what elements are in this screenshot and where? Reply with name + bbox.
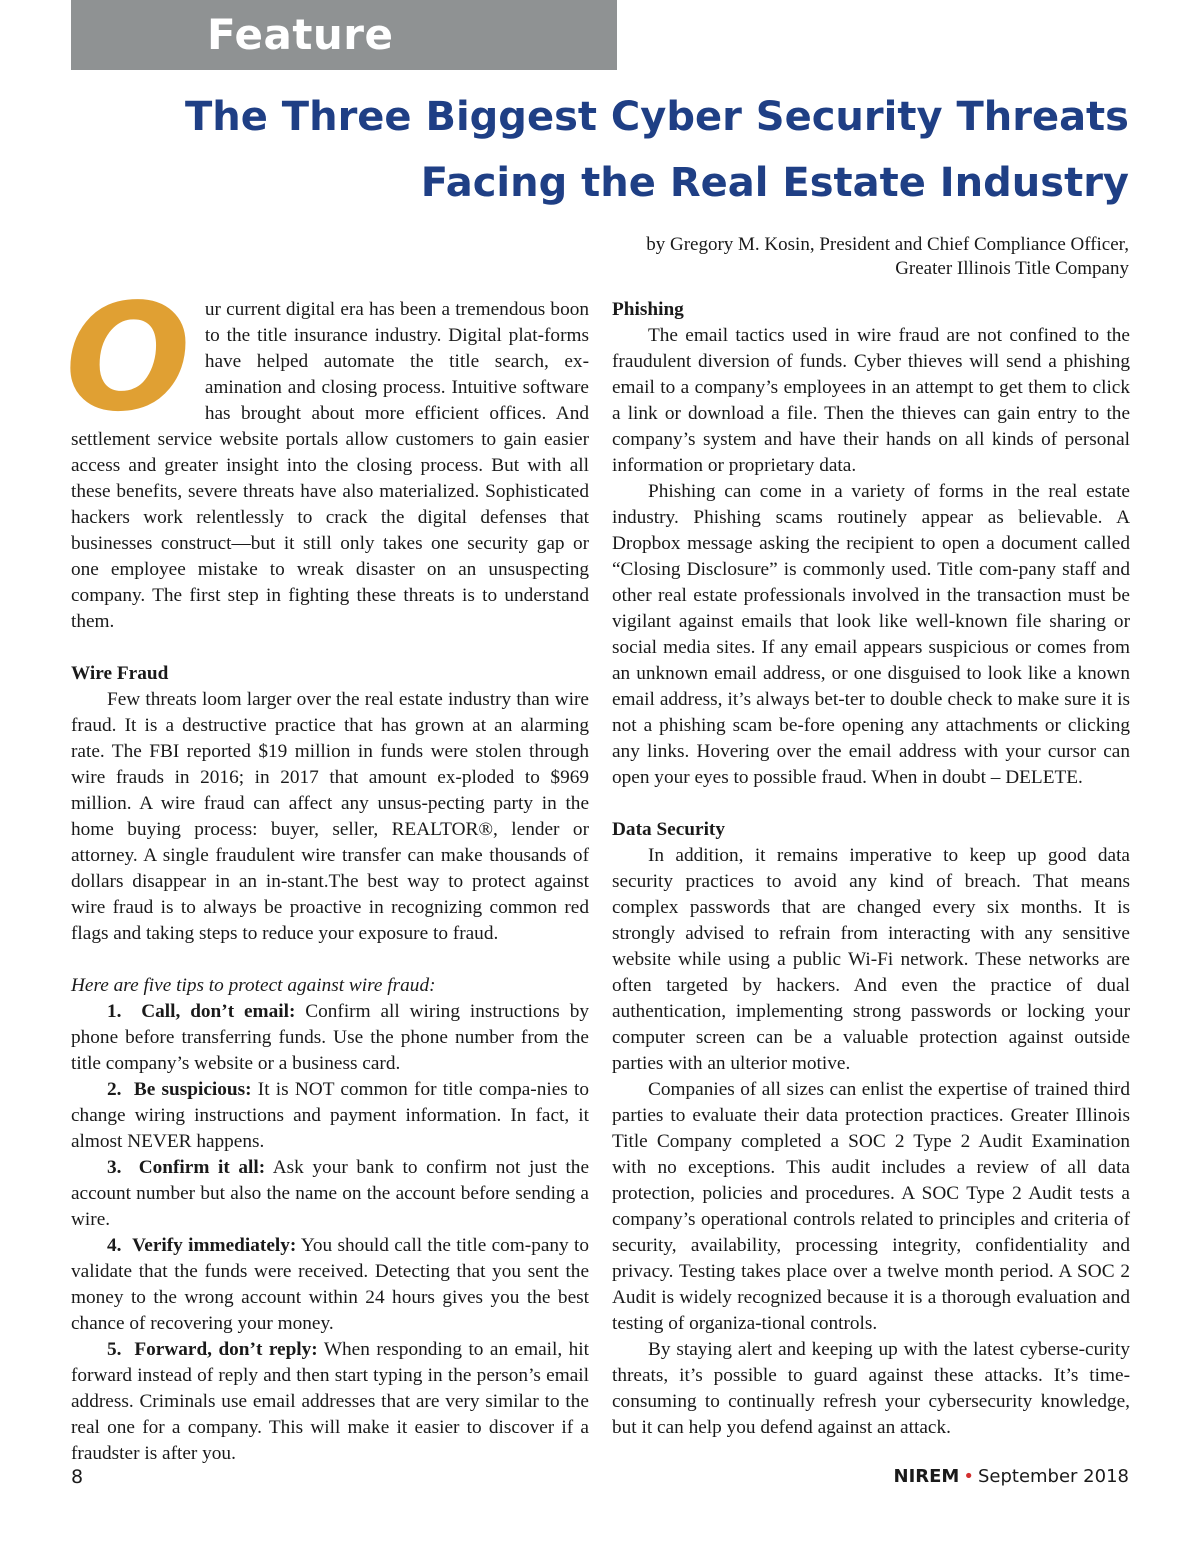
- article-title: [129, 84, 1129, 216]
- tip-3: [71, 1155, 589, 1233]
- byline: [429, 233, 1129, 281]
- data-security-heading: Data Security: [612, 819, 725, 840]
- magazine-name: NIREM: [893, 1466, 960, 1487]
- tip-1-number: 1.: [107, 1001, 122, 1022]
- intro-text: ur current digital era has been a tremendous boon to the title insurance industry. Digital plat-forms have helped automate the title search, ex-amination and closing process. Intuitive software has brought about more efficient offices. And settlement service website portals allow customers to gain easier access and greater insight into the closing process. But with all these benefits, severe threats have also materialized. Sophisticated hackers work relentlessly to crack the digital defenses that businesses construct—but it still only takes one security gap or one employee mistake to wreak disaster on an unsuspecting company. The first step in fighting these threats is to understand them.: [71, 299, 589, 632]
- tip-2-text: It is NOT common for title compa-nies to change wiring instructions and payment information. In fact, it almost NEVER happens.: [71, 1079, 589, 1152]
- tips-intro: Here are five tips to protect against wire fraud:: [71, 975, 436, 996]
- left-column: [65, 272, 590, 1467]
- section-tag-label: Feature: [207, 10, 394, 59]
- tip-2: [71, 1077, 589, 1155]
- byline-line-1: by Gregory M. Kosin, President and Chief Compliance Officer,: [646, 234, 1129, 255]
- right-column: [612, 297, 1130, 1441]
- tip-3-title: Confirm it all:: [138, 1157, 266, 1178]
- phishing-paragraph-1: The email tactics used in wire fraud are not confined to the fraudulent diversion of funds. Cyber thieves will send a phishing email to a company’s employees in an attempt to get them to click a link or download a file. Then the thieves can gain entry to the company’s system and have their hands on all kinds of personal information or proprietary data.: [612, 325, 1130, 476]
- tip-1: [71, 999, 589, 1077]
- section-tag: [71, 0, 617, 70]
- tip-1-title: Call, don’t email:: [141, 1001, 296, 1022]
- tip-4-text: You should call the title com-pany to validate that the funds were received. Detecting that you sent the money to the wrong account within 24 hours gives you the best chance of recovering your money.: [71, 1235, 590, 1334]
- tip-5-text: When responding to an email, hit forward instead of reply and then start typing in the person’s email address. Criminals use email addresses that are very similar to the real one for a company. This will make it easier to discover if a fraudster is after you.: [71, 1339, 589, 1464]
- tip-3-text: Ask your bank to confirm not just the account number but also the name on the account before sending a wire.: [71, 1157, 590, 1230]
- tip-5: [71, 1337, 589, 1467]
- page-number: 8: [71, 1466, 84, 1488]
- magazine-footer: [894, 1466, 1130, 1487]
- wire-fraud-paragraph: Few threats loom larger over the real estate industry than wire fraud. It is a destructive practice that has grown at an alarming rate. The FBI reported $19 million in funds were stolen through wire frauds in 2016; in 2017 that amount ex-ploded to $969 million. A wire fraud can affect any unsus-pecting party in the home buying process: buyer, seller, REALTOR®, lender or attorney. A single fraudulent wire transfer can make thousands of dollars disappear in an in-stant.The best way to protect against wire fraud is to always be proactive in recognizing common red flags and taking steps to reduce your exposure to fraud.: [71, 689, 589, 944]
- tip-5-number: 5.: [107, 1339, 122, 1360]
- byline-line-2: Greater Illinois Title Company: [895, 258, 1129, 279]
- issue-date: September 2018: [977, 1466, 1129, 1487]
- tip-1-text: Confirm all wiring instructions by phone before transferring funds. Use the phone number from the title company’s website or a business card.: [71, 1001, 589, 1074]
- data-security-paragraph-1: In addition, it remains imperative to keep up good data security practices to avoid any kind of breach. That means complex passwords that are changed every six months. It is strongly advised to refrain from interacting with any sensitive website while using a public Wi-Fi network. These networks are often targeted by hackers. And even the practice of dual authentication, implementing strong passwords or locking your computer screen can be a valuable protection against outside parties with an ulterior motive.: [612, 845, 1130, 1074]
- tip-2-number: 2.: [107, 1079, 122, 1100]
- drop-cap: O: [65, 272, 191, 444]
- bullet-separator: •: [963, 1466, 974, 1487]
- tip-5-title: Forward, don’t reply:: [134, 1339, 318, 1360]
- tip-2-title: Be suspicious:: [133, 1079, 252, 1100]
- tip-4-title: Verify immediately:: [132, 1235, 297, 1256]
- title-line-1: The Three Biggest Cyber Security Threats: [184, 94, 1129, 140]
- data-security-paragraph-2: Companies of all sizes can enlist the expertise of trained third parties to evaluate their data protection practices. Greater Illinois Title Company completed a SOC 2 Type 2 Audit Examination with no exceptions. This audit includes a review of all data protection, policies and procedures. A SOC Type 2 Audit tests a company’s operational controls related to principles and criteria of security, availability, processing integrity, confidentiality and privacy. Testing takes place over a twelve month period. A SOC 2 Audit is widely recognized because it is a thorough evaluation and testing of organiza-tional controls.: [612, 1079, 1130, 1334]
- data-security-paragraph-3: By staying alert and keeping up with the latest cyberse-curity threats, it’s possible to guard against these attacks. It’s time-consuming to continually refresh your cybersecurity knowledge, but it can help you defend against an attack.: [612, 1339, 1130, 1438]
- phishing-heading: Phishing: [612, 299, 684, 320]
- tip-3-number: 3.: [107, 1157, 122, 1178]
- tip-4-number: 4.: [107, 1235, 122, 1256]
- phishing-paragraph-2: Phishing can come in a variety of forms in the real estate industry. Phishing scams routinely appear as believable. A Dropbox message asking the recipient to open a document called “Closing Disclosure” is commonly used. Title com-pany staff and other real estate professionals involved in the transaction must be vigilant against emails that look like well-known file sharing or social media sites. If any email appears suspicious or comes from an unknown email address, or one disguised to look like a known email address, it’s always bet-ter to double check to make sure it is not a phishing scam be-fore opening any attachments or clicking any links. Hovering over the email address with your cursor can open your eyes to possible fraud. When in doubt – DELETE.: [612, 481, 1130, 788]
- intro-paragraph: [65, 272, 589, 635]
- wire-fraud-heading: Wire Fraud: [71, 663, 169, 684]
- tip-4: [71, 1233, 589, 1337]
- title-line-2: Facing the Real Estate Industry: [420, 160, 1129, 206]
